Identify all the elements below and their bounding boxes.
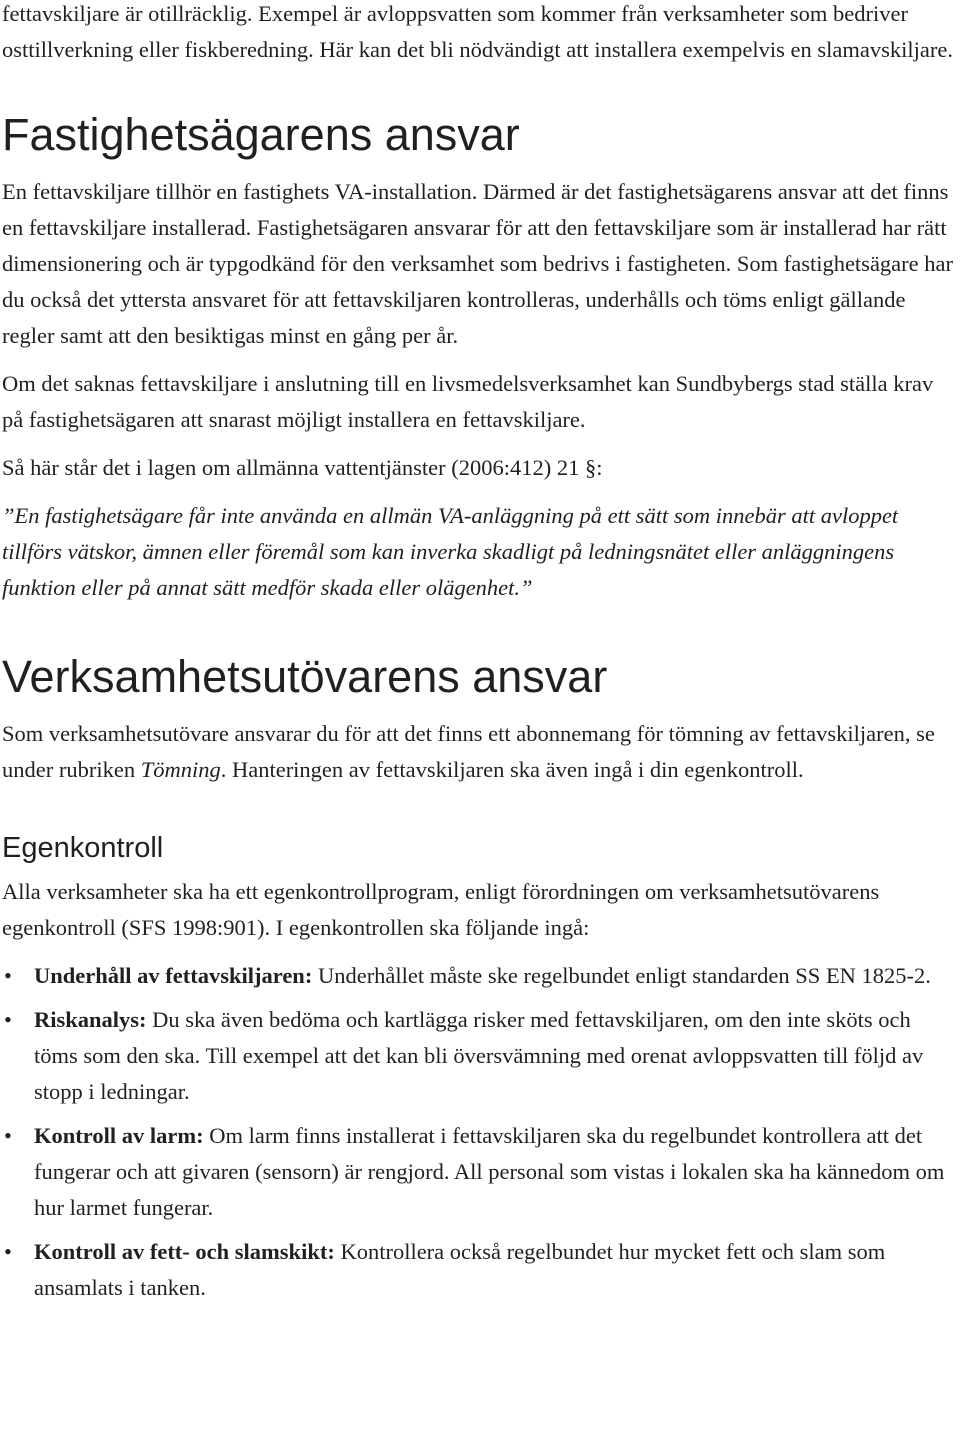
operator-text-after: . Hanteringen av fettavskiljaren ska även ingå i din egenkontroll. bbox=[220, 757, 804, 782]
selfcheck-paragraph: Alla verksamheter ska ha ett egenkontrollprogram, enligt förordningen om verksamhetsutövarens egenkontroll (SFS 1998:901). I egenkontrollen ska följande ingå: bbox=[2, 879, 880, 940]
list-item bbox=[2, 958, 957, 994]
list-item-text: Kontrollera också regelbundet hur mycket fett och slam som ansamlats i tanken. bbox=[34, 1239, 886, 1300]
owner-paragraph-2: Om det saknas fettavskiljare i anslutning till en livsmedelsverksamhet kan Sundbybergs stad ställa krav på fastighetsägaren att snarast möjligt installera en fettavskiljare. bbox=[2, 371, 934, 432]
list-item bbox=[2, 1118, 957, 1226]
owner-paragraph-3: Så här står det i lagen om allmänna vattentjänster (2006:412) 21 §: bbox=[2, 455, 603, 480]
document-page bbox=[2, 0, 957, 1306]
selfcheck-list bbox=[2, 958, 957, 1306]
list-item-text: Om larm finns installerat i fettavskiljaren ska du regelbundet kontrollera att det fungerar och att givaren (sensorn) är rengjord. All personal som vistas i lokalen ska ha kännedom om hur larmet fungerar. bbox=[34, 1123, 945, 1220]
intro-paragraph: fettavskiljare är otillräcklig. Exempel är avloppsvatten som kommer från verksamheter som bedriver osttillverkning eller fiskberedning. Här kan det bli nödvändigt att installera exempelvis en slamavskiljare. bbox=[2, 1, 953, 62]
list-item bbox=[2, 1234, 957, 1306]
operator-paragraph bbox=[2, 716, 957, 788]
list-item bbox=[2, 1002, 957, 1110]
bullet-icon: • bbox=[4, 1007, 12, 1032]
selfcheck-heading: Egenkontroll bbox=[2, 832, 164, 864]
list-item-label: Riskanalys: bbox=[34, 1007, 147, 1032]
owner-heading: Fastighetsägarens ansvar bbox=[2, 109, 520, 160]
operator-text-italic: Tömning bbox=[140, 757, 221, 782]
bullet-icon: • bbox=[4, 963, 12, 988]
operator-heading: Verksamhetsutövarens ansvar bbox=[2, 651, 608, 702]
bullet-icon: • bbox=[4, 1239, 12, 1264]
law-quote: ”En fastighetsägare får inte använda en allmän VA-anläggning på ett sätt som innebär att avloppet tillförs vätskor, ämnen eller föremål som kan inverka skadligt på ledningsnätet eller anläggningens funktion eller på annat sätt medför skada eller olägenhet.” bbox=[2, 503, 899, 600]
list-item-text: Underhållet måste ske regelbundet enligt standarden SS EN 1825-2. bbox=[312, 963, 931, 988]
operator-text-before: Som verksamhetsutövare ansvarar du för att det finns ett abonnemang för tömning av fettavskiljaren, se under rubriken bbox=[2, 721, 935, 782]
owner-paragraph-1: En fettavskiljare tillhör en fastighets VA-installation. Därmed är det fastighetsägarens ansvar att det finns en fettavskiljare installerad. Fastighetsägaren ansvarar för att den fettavskiljare som är installerad har rätt dimensionering och är typgodkänd för den verksamhet som bedrivs i fastigheten. Som fastighetsägare har du också det yttersta ansvaret för att fettavskiljaren kontrolleras, underhålls och töms enligt gällande regler samt att den besiktigas minst en gång per år. bbox=[2, 179, 953, 348]
list-item-text: Du ska även bedöma och kartlägga risker med fettavskiljaren, om den inte sköts och töms som den ska. Till exempel att det kan bli översvämning med orenat avloppsvatten till följd av stopp i ledningar. bbox=[34, 1007, 924, 1104]
bullet-icon: • bbox=[4, 1123, 12, 1148]
list-item-label: Kontroll av larm: bbox=[34, 1123, 204, 1148]
list-item-label: Kontroll av fett- och slamskikt: bbox=[34, 1239, 335, 1264]
list-item-label: Underhåll av fettavskiljaren: bbox=[34, 963, 313, 988]
